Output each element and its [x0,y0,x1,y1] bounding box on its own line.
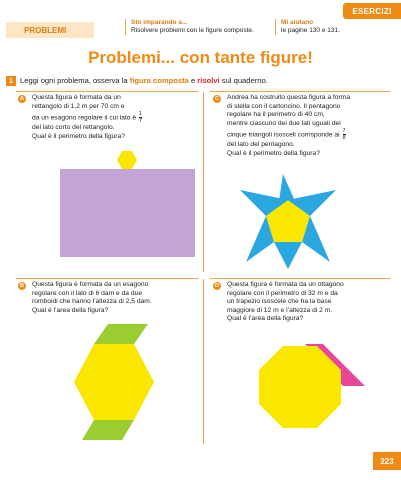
problem-a-line: del lato corto del rettangolo. [32,124,115,132]
section-tab: ESERCIZI [343,3,401,19]
instruction-pre: Leggi ogni problema, osserva la [20,76,130,85]
fraction-a [139,111,142,124]
problem-d-line: maggiore di 12 m e l’altezza di 2 m. [227,306,333,314]
figure-d [255,340,370,450]
problem-d-text [227,281,397,324]
section-label: PROBLEMI [6,22,94,38]
problem-b-line: Qual è l’area della figura? [32,306,109,314]
fraction-c [343,128,346,141]
problem-c-line: cinque triangoli isosceli corrisponde ai [227,131,340,139]
rhomboid-top [94,324,148,344]
learning-box [125,19,271,35]
exercise-instruction [20,76,268,86]
page-title: Problemi... con tante figure! [88,48,313,67]
problem-c-letter: C [213,95,221,103]
divider-bottom [203,279,205,444]
problem-b-text [32,281,202,315]
problem-a-line: Qual è il perimetro della figura? [32,132,125,140]
instruction-highlight-2: risolvi [197,76,220,85]
problem-d-line: regolare con il perimetro di 32 m e da [227,289,338,297]
problem-b-line: regolare con il lato di 6 dam e da due [32,289,143,297]
hexagon-shape [74,344,154,420]
problem-a-line: da un esagono regolare il cui lato è [32,114,137,122]
problem-c-line: Qual è il perimetro della figura? [227,149,320,157]
problem-c-text [227,94,397,159]
problem-a-line: rettangolo di 1,2 m per 70 cm e [32,102,125,110]
problem-a-text [32,94,200,141]
learning-title: Sto imparando a... [131,19,188,26]
help-title: Mi aiutano [281,19,314,26]
fraction-c-num: 7 [342,128,346,135]
problem-d-line: un trapezio isoscele che ha la base [227,298,332,306]
problem-a-line: Questa figura è formata da un [32,94,121,101]
rectangle-shape [60,169,195,257]
problem-b-line: Questa figura è formata da un esagono [32,281,149,288]
fraction-a-den: 7 [138,118,143,125]
learning-text: Risolvere problemi con le figure composte. [131,27,254,34]
divider-top [203,92,205,272]
problem-c-line-frac [227,128,397,141]
hexagon-shape [117,151,137,169]
star-triangle [274,242,302,269]
problem-d-line: Qual è l’area della figura? [227,315,304,323]
problem-c-line: Andrea ha costruito questa figura a forma [227,94,351,101]
problem-a-line-frac [32,111,200,124]
help-box [275,19,391,35]
panel-b-border [16,278,198,280]
problem-c-line: mentre ciascuno dei due lati uguali dei [227,119,341,127]
problem-b-line: romboidi che hanno l’altezza di 2,5 dam. [32,298,152,306]
figure-a [50,148,200,268]
problem-c-line: del lato del pentagono. [227,141,295,149]
figure-b [60,320,190,445]
instruction-highlight-1: figura composta [129,76,189,85]
problem-c-line: di stella con il cartoncino. Il pentagono [227,102,341,110]
instruction-mid: e [188,76,198,85]
exercise-number: 1 [6,76,16,86]
problem-d-letter: D [213,282,221,290]
problem-b-letter: B [18,282,26,290]
problem-d-line: Questa figura è formata da un ottagono [227,281,344,288]
help-text: le pagine 130 e 131. [281,27,340,34]
rhomboid-bottom [82,420,134,440]
fraction-c-den: 8 [342,135,346,142]
problem-c-line: regolare ha il perimetro di 40 cm, [227,111,325,119]
fraction-a-num: 1 [138,111,143,118]
panel-a-border [16,91,198,93]
panel-c-border [210,91,390,93]
instruction-post: sul quaderno. [219,76,268,85]
page-number: 223 [373,452,401,470]
octagon-shape [259,346,341,428]
figure-c [232,170,344,270]
problem-a-letter: A [18,95,26,103]
panel-d-border [210,278,390,280]
